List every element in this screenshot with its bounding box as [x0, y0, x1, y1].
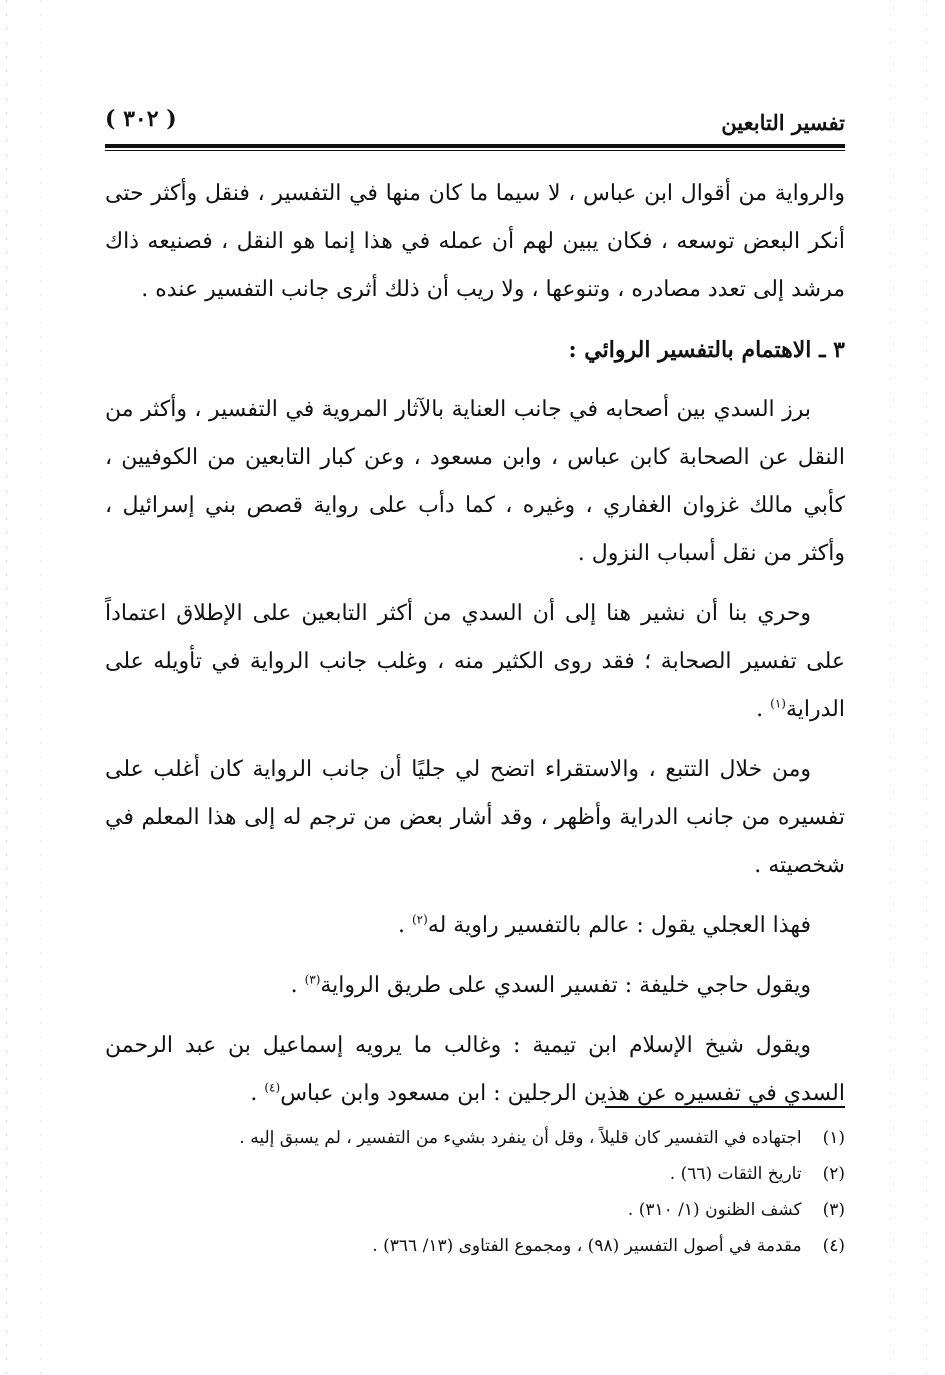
paragraph-text: ومن خلال التتبع ، والاستقراء اتضح لي جليًا أن جانب الرواية كان أغلب على تفسيره من جانب الدراية وأظهر ، وقد أشار بعض من ترجم له إلى هذا المعلم في شخصيته .	[105, 757, 845, 878]
sentence-end: .	[756, 697, 771, 722]
footnote-text: مقدمة في أصول التفسير (٩٨) ، ومجموع الفتاوى (١٣/ ٣٦٦) .	[372, 1236, 802, 1256]
footnote-number: (١)	[822, 1128, 845, 1148]
quote-paragraph	[105, 962, 845, 1010]
paragraph	[105, 746, 845, 890]
scan-edge-marks-right-inner	[890, 0, 891, 1375]
quote-paragraph	[105, 902, 845, 950]
sentence-end: .	[250, 1081, 265, 1106]
footnote-marker[interactable]: (٢)	[411, 912, 428, 927]
footnote-text: كشف الظنون (١/ ٣١٠) .	[627, 1200, 802, 1220]
section-heading-text: ٣ ـ الاهتمام بالتفسير الروائي :	[568, 337, 845, 363]
footnote-number: (٤)	[822, 1236, 845, 1256]
scan-edge-marks-left	[6, 0, 7, 1375]
running-title: تفسير التابعين	[721, 110, 845, 135]
footnote-item	[105, 1120, 845, 1156]
paragraph-text: فهذا العجلي يقول : عالم بالتفسير راوية له	[427, 913, 811, 938]
footnote-marker[interactable]: (١)	[770, 696, 786, 711]
footnote-item	[105, 1228, 845, 1264]
footnote-separator	[605, 1106, 845, 1108]
sentence-end: .	[290, 973, 305, 998]
footnote-number: (٢)	[822, 1164, 845, 1184]
paragraph-text: ويقول حاجي خليفة : تفسير السدي على طريق الرواية	[320, 973, 811, 998]
section-heading	[105, 326, 845, 374]
footnote-item	[105, 1192, 845, 1228]
paragraph	[105, 170, 845, 314]
footnote-text: اجتهاده في التفسير كان قليلاً ، وقل أن ينفرد بشيء من التفسير ، لم يسبق إليه .	[239, 1128, 802, 1148]
paragraph-text: برز السدي بين أصحابه في جانب العناية بالآثار المروية في التفسير ، وأكثر من النقل عن الصحابة كابن عباس ، وابن مسعود ، وعن كبار التابعين من الكوفيين ، كأبي مالك غزوان الغفاري ، وغيره ، كما دأب على رواية قصص بني إسرائيل ، وأكثر من نقل أسباب النزول .	[105, 397, 845, 566]
page-number: ( ٣٠٢ )	[105, 106, 177, 132]
quote-paragraph	[105, 1022, 845, 1118]
footnote-text: تاريخ الثقات (٦٦) .	[669, 1164, 802, 1184]
footnotes	[105, 1120, 845, 1264]
paragraph-text: والرواية من أقوال ابن عباس ، لا سيما ما كان منها في التفسير ، فنقل وأكثر حتى أنكر البعض توسعه ، فكان يبين لهم أن عمله في هذا إنما هو النقل ، فصنيعه ذاك مرشد إلى تعدد مصادره ، وتنوعها ، ولا ريب أن ذلك أثرى جانب التفسير عنده .	[105, 181, 845, 302]
scan-edge-marks-right	[926, 0, 927, 1375]
paragraph-text: وحري بنا أن نشير هنا إلى أن السدي من أكثر التابعين على الإطلاق اعتماداً على تفسير الصحابة ؛ فقد روى الكثير منه ، وغلب جانب الرواية في تأويله على الدراية	[105, 601, 845, 722]
footnote-marker[interactable]: (٣)	[304, 972, 321, 987]
footnote-marker[interactable]: (٤)	[264, 1080, 281, 1095]
scan-edge-marks-left-inner	[40, 0, 41, 1375]
header-rule	[105, 144, 845, 148]
footnote-item	[105, 1156, 845, 1192]
paragraph	[105, 590, 845, 734]
footnote-number: (٣)	[822, 1200, 845, 1220]
main-text	[105, 170, 845, 1130]
paragraph	[105, 386, 845, 578]
paragraph-text: ويقول شيخ الإسلام ابن تيمية : وغالب ما يرويه إسماعيل بن عبد الرحمن السدي في تفسيره عن هذين الرجلين : ابن مسعود وابن عباس	[105, 1033, 845, 1106]
page-header	[105, 96, 845, 154]
header-rule-thin	[105, 150, 845, 151]
sentence-end: .	[397, 913, 412, 938]
